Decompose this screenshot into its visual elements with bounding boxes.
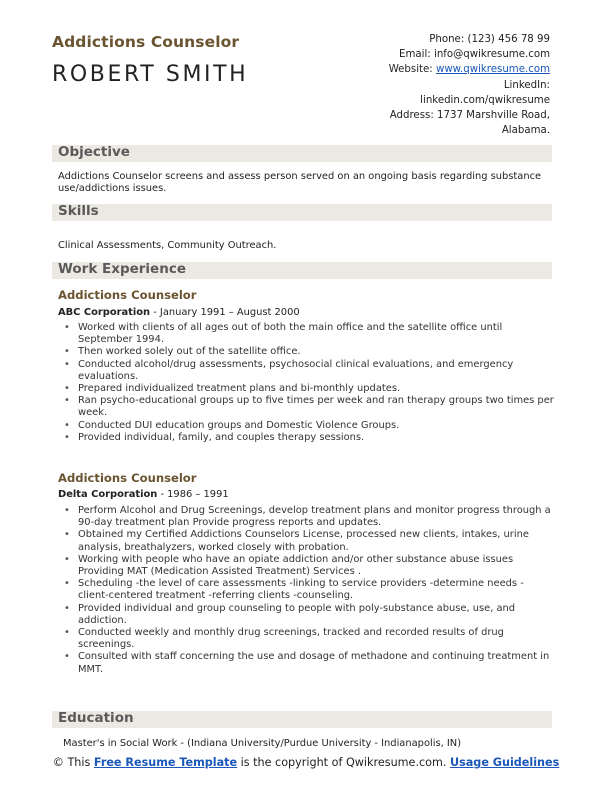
list-item: • Conducted DUI education groups and Domestic Violence Groups. [64, 420, 554, 432]
contact-email [310, 47, 550, 62]
usage-guidelines-link[interactable]: Usage Guidelines [450, 756, 560, 769]
website-link[interactable]: www.qwikresume.com [435, 64, 550, 76]
free-resume-template-link[interactable]: Free Resume Template [93, 756, 238, 769]
footer-middle: is the copyright of Qwikresume.com. [237, 756, 451, 769]
skills-text: Clinical Assessments, Community Outreach. [58, 240, 277, 251]
contact-linkedin-label: LinkedIn: [503, 79, 550, 91]
job-1-company-line [58, 307, 300, 318]
list-item: • Consulted with staff concerning the use and dosage of methadone and continuing treatment in MMT. [64, 651, 554, 675]
website-label: Website: [388, 64, 433, 76]
job-1-bullets [64, 322, 554, 444]
resume-job-title: Addictions Counselor [52, 33, 240, 51]
contact-phone [310, 32, 550, 47]
job-2-bullets [64, 505, 554, 676]
objective-section-bar [52, 145, 552, 162]
job-1-company: ABC Corporation [58, 307, 151, 318]
address-line1: 1737 Marshville Road, [437, 110, 550, 122]
candidate-name: ROBERT SMITH [52, 62, 249, 87]
list-item: • Perform Alcohol and Drug Screenings, develop treatment plans and monitor progress through a 90-day treatment plan Provide progress reports and updates. [64, 505, 554, 529]
list-item: • Prepared individualized treatment plans and bi-monthly updates. [64, 383, 554, 395]
list-item: • Worked with clients of all ages out of both the main office and the satellite office until September 1994. [64, 322, 554, 346]
address-label: Address: [389, 110, 434, 122]
job-2-title: Addictions Counselor [58, 471, 197, 485]
email-label: Email: [399, 49, 431, 61]
job-2-company: Delta Corporation [58, 489, 158, 500]
list-item: • Obtained my Certified Addictions Counselors License, processed new clients, intakes, urine analysis, breathalyzers, worked closely with probation. [64, 529, 554, 553]
skills-section-bar [52, 204, 552, 221]
list-item: • Then worked solely out of the satellite office. [64, 346, 554, 358]
skills-heading: Skills [58, 203, 99, 219]
contact-linkedin-value[interactable]: linkedin.com/qwikresume [420, 94, 550, 106]
education-section-bar [52, 711, 552, 728]
objective-text: Addictions Counselor screens and assess person served on an ongoing basis regarding substance use/addictions issues. [58, 171, 542, 195]
phone-value: (123) 456 78 99 [467, 34, 550, 45]
job-2-dates: - 1986 – 1991 [157, 489, 229, 500]
copyright-footer [0, 756, 612, 770]
objective-heading: Objective [58, 144, 130, 160]
email-value[interactable]: info@qwikresume.com [433, 49, 550, 61]
footer-prefix: © This [52, 756, 94, 769]
education-text: Master's in Social Work - (Indiana University/Purdue University - Indianapolis, IN) [63, 738, 462, 749]
list-item: • Ran psycho-educational groups up to five times per week and ran therapy groups two times per week. [64, 395, 554, 419]
list-item: • Conducted alcohol/drug assessments, psychosocial clinical evaluations, and emergency evaluations. [64, 359, 554, 383]
job-1-title: Addictions Counselor [58, 288, 197, 302]
address-line2: Alabama. [501, 125, 550, 137]
work-heading: Work Experience [58, 261, 186, 277]
job-2-company-line [58, 489, 229, 500]
list-item: • Provided individual and group counseling to people with poly-substance abuse, use, and addiction. [64, 603, 554, 627]
contact-website [310, 62, 550, 77]
list-item: • Scheduling -the level of care assessments -linking to service providers -determine needs -client-centered treatment -referring clients -counseling. [64, 578, 554, 602]
contact-address [310, 108, 550, 123]
education-heading: Education [58, 710, 134, 726]
list-item: • Conducted weekly and monthly drug screenings, tracked and recorded results of drug screenings. [64, 627, 554, 651]
job-1-dates: - January 1991 – August 2000 [150, 307, 300, 318]
list-item: • Provided individual, family, and couples therapy sessions. [64, 432, 554, 444]
list-item: • Working with people who have an opiate addiction and/or other substance abuse issues Providing MAT (Medication Assisted Treatment) Services . [64, 554, 554, 578]
work-section-bar [52, 262, 552, 279]
contact-block [310, 32, 550, 138]
phone-label: Phone: [429, 34, 465, 45]
